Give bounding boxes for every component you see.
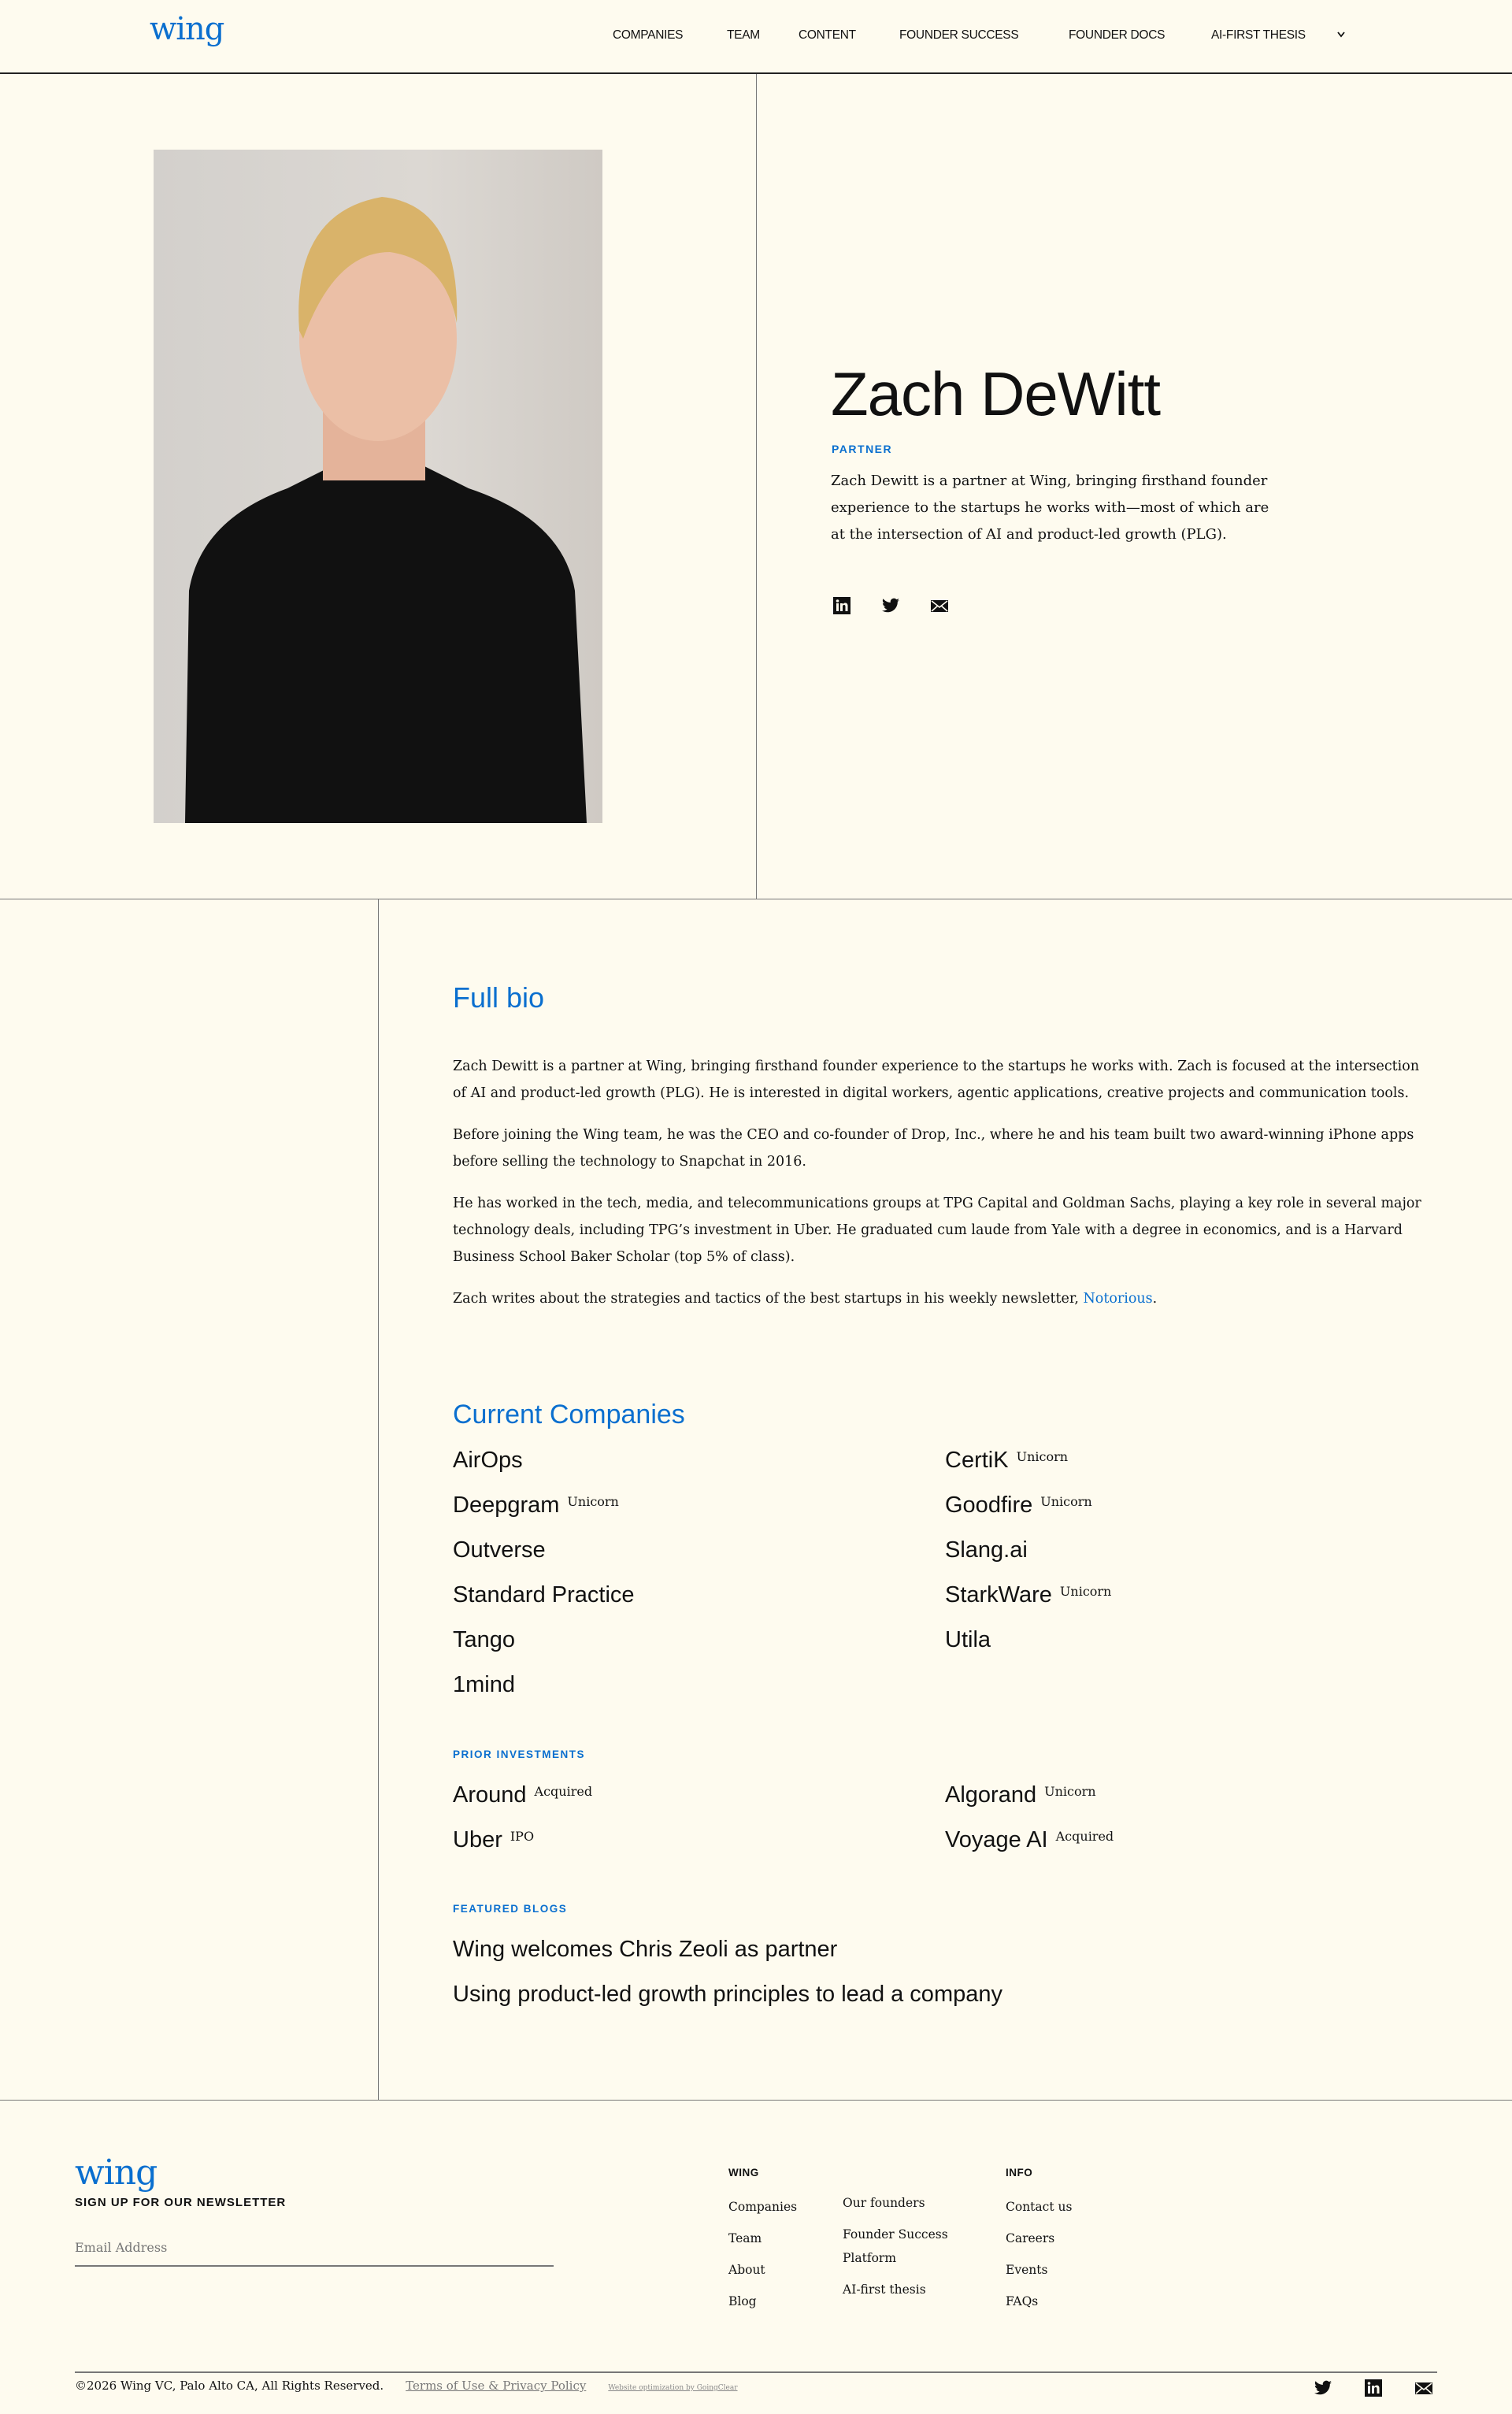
company-item[interactable] <box>453 1827 534 1853</box>
footer-link-our-founders[interactable]: Our founders <box>843 2196 925 2210</box>
company-item[interactable] <box>453 1627 515 1653</box>
company-name: Deepgram <box>453 1493 560 1518</box>
footer-link-blog[interactable]: Blog <box>728 2294 757 2308</box>
footer-link-about[interactable]: About <box>728 2263 765 2277</box>
company-name: Voyage AI <box>945 1827 1048 1852</box>
company-badge: IPO <box>510 1829 535 1844</box>
company-badge: Unicorn <box>1016 1449 1069 1464</box>
company-name: 1mind <box>453 1672 515 1697</box>
nav-companies[interactable]: COMPANIES <box>613 28 684 42</box>
full-bio-text <box>453 1053 1433 1327</box>
bio-paragraph: He has worked in the tech, media, and telecommunications groups at TPG Capital and Goldman Sachs, playing a key role in several major technology deals, including TPG’s investment in Uber. He graduated cum laude from Yale with a degree in economics, and is a Harvard Business School Baker Scholar (top 5% of class). <box>453 1196 1421 1265</box>
company-name: CertiK <box>945 1448 1009 1473</box>
company-name: Slang.ai <box>945 1537 1028 1563</box>
prior-investments-heading: PRIOR INVESTMENTS <box>453 1748 586 1760</box>
company-item[interactable] <box>945 1493 1092 1518</box>
person-name: Zach DeWitt <box>831 359 1161 428</box>
footer-wing-heading: WING <box>728 2167 759 2179</box>
company-name: StarkWare <box>945 1582 1052 1607</box>
nav-team[interactable]: TEAM <box>727 28 760 42</box>
blog-link[interactable]: Using product-led growth principles to lead a company <box>453 1982 1002 2007</box>
email-input[interactable] <box>75 2229 554 2267</box>
company-badge: Unicorn <box>1040 1494 1092 1509</box>
terms-link[interactable]: Terms of Use & Privacy Policy <box>406 2379 587 2393</box>
company-name: Standard Practice <box>453 1582 635 1607</box>
bio-text: Zach writes about the strategies and tactics of the best startups in his weekly newsletter, <box>453 1291 1084 1307</box>
company-name: Around <box>453 1782 527 1808</box>
social-links <box>832 596 949 615</box>
nav-content[interactable]: CONTENT <box>799 28 856 42</box>
company-item[interactable] <box>945 1448 1068 1474</box>
notorious-link[interactable]: Notorious <box>1083 1291 1153 1307</box>
footer-wing-logo[interactable]: wing <box>75 2153 158 2193</box>
company-badge: Acquired <box>534 1784 593 1799</box>
linkedin-icon[interactable] <box>832 596 851 615</box>
featured-blogs-heading: FEATURED BLOGS <box>453 1903 568 1915</box>
copyright: ©2026 Wing VC, Palo Alto CA, All Rights Reserved. <box>75 2379 384 2393</box>
nav-ai-first-thesis[interactable]: AI-FIRST THESIS <box>1211 28 1306 42</box>
profile-photo <box>154 150 602 823</box>
footer-link-companies[interactable]: Companies <box>728 2200 798 2214</box>
twitter-icon[interactable] <box>1314 2379 1332 2397</box>
footer-info-col <box>1006 2191 1072 2317</box>
divider <box>378 899 379 2100</box>
company-badge: Acquired <box>1055 1829 1114 1844</box>
nav-founder-docs[interactable]: FOUNDER DOCS <box>1069 28 1166 42</box>
company-item[interactable] <box>945 1582 1111 1608</box>
footer-link-team[interactable]: Team <box>728 2231 762 2245</box>
divider <box>75 2371 1437 2373</box>
footer-link-careers[interactable]: Careers <box>1006 2231 1055 2245</box>
mail-icon[interactable] <box>930 596 949 615</box>
bio-paragraph: Zach Dewitt is a partner at Wing, bringing firsthand founder experience to the startups he works with. Zach is focused at the intersection of AI and product-led growth (PLG). He is interested in digital workers, agentic applications, creative projects and communication tools. <box>453 1059 1420 1101</box>
company-name: AirOps <box>453 1448 523 1473</box>
divider <box>756 74 757 899</box>
company-item[interactable] <box>945 1537 1028 1563</box>
blog-link[interactable]: Wing welcomes Chris Zeoli as partner <box>453 1937 838 1962</box>
footer-link-ai-first-thesis[interactable]: AI-first thesis <box>843 2282 926 2297</box>
newsletter-label: SIGN UP FOR OUR NEWSLETTER <box>75 2196 287 2209</box>
wing-logo[interactable]: wing <box>150 11 224 47</box>
company-item[interactable] <box>453 1672 515 1698</box>
company-item[interactable] <box>453 1782 592 1808</box>
summary-text: Zach Dewitt is a partner at Wing, bringing firsthand founder experience to the startups he works with—most of which are at the intersection of AI and product-led growth (PLG). <box>831 473 1269 543</box>
credit-link[interactable]: Website optimization by GoingClear <box>608 2384 738 2392</box>
footer-link-founder-success-platform[interactable]: Founder Success Platform <box>843 2227 948 2265</box>
company-item[interactable] <box>453 1582 635 1608</box>
bio-paragraph: Before joining the Wing team, he was the CEO and co-founder of Drop, Inc., where he and his team built two award-winning iPhone apps before selling the technology to Snapchat in 2016. <box>453 1127 1414 1170</box>
twitter-icon[interactable] <box>881 596 900 615</box>
bio-paragraph <box>453 1285 1433 1312</box>
company-item[interactable] <box>453 1493 619 1518</box>
company-item[interactable] <box>453 1448 523 1474</box>
chevron-down-icon[interactable] <box>1337 32 1345 38</box>
company-badge: Unicorn <box>567 1494 619 1509</box>
company-item[interactable] <box>945 1627 991 1653</box>
footer-info-heading: INFO <box>1006 2167 1033 2179</box>
footer-link-events[interactable]: Events <box>1006 2263 1048 2277</box>
top-nav <box>0 0 1512 74</box>
company-name: Utila <box>945 1627 991 1652</box>
linkedin-icon[interactable] <box>1364 2379 1383 2397</box>
nav-founder-success[interactable]: FOUNDER SUCCESS <box>899 28 1019 42</box>
company-item[interactable] <box>945 1827 1114 1853</box>
footer-link-contact[interactable]: Contact us <box>1006 2200 1073 2214</box>
company-item[interactable] <box>945 1782 1096 1808</box>
full-bio-heading: Full bio <box>453 981 545 1014</box>
company-name: Goodfire <box>945 1493 1033 1518</box>
mail-icon[interactable] <box>1414 2379 1433 2397</box>
footer-link-faqs[interactable]: FAQs <box>1006 2294 1039 2308</box>
company-name: Uber <box>453 1827 502 1852</box>
company-name: Outverse <box>453 1537 546 1563</box>
footer-wing-col1 <box>728 2191 797 2317</box>
role-label: PARTNER <box>832 443 893 455</box>
footer-social <box>1314 2379 1433 2397</box>
footer-bottom <box>75 2379 738 2393</box>
current-companies-heading: Current Companies <box>453 1400 685 1429</box>
bio-text: . <box>1152 1291 1158 1307</box>
company-name: Tango <box>453 1627 516 1652</box>
footer-wing-col2 <box>843 2191 961 2301</box>
divider <box>0 2100 1512 2101</box>
company-name: Algorand <box>945 1782 1037 1808</box>
company-badge: Unicorn <box>1059 1584 1112 1599</box>
company-badge: Unicorn <box>1044 1784 1096 1799</box>
company-item[interactable] <box>453 1537 546 1563</box>
